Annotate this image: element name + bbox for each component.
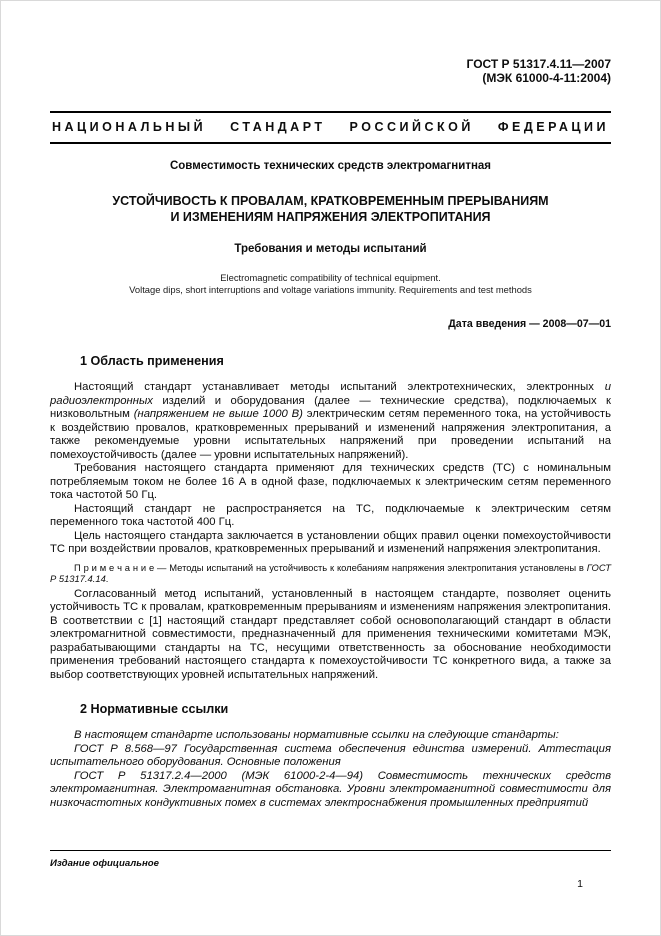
section-1-paragraph-4: Цель настоящего стандарта заключается в установлении общих правил оценки помехоустойчивости ТС при воздействии провалов, кратковременных прерываний и изменений напряжения электропитания.: [50, 529, 611, 555]
english-title: [50, 272, 611, 295]
reference-item-1: ГОСТ Р 8.568—97 Государственная система обеспечения единства измерений. Аттестация испытательного оборудования. Основные положения: [50, 742, 611, 769]
section-2-intro: В настоящем стандарте использованы нормативные ссылки на следующие стандарты:: [74, 729, 559, 742]
doc-number-block: [50, 57, 611, 85]
english-title-line-1: Electromagnetic compatibility of technical equipment.: [220, 272, 441, 283]
section-1-paragraph-3: Настоящий стандарт не распространяется на ТС, подключаемые к электрическим сетям переменного тока частотой 400 Гц.: [50, 502, 611, 528]
effective-date: Дата введения — 2008—07—01: [448, 318, 611, 330]
section-2-heading: 2 Нормативные ссылки: [80, 702, 229, 717]
main-title: [50, 194, 611, 225]
national-standard-banner: НАЦИОНАЛЬНЫЙ СТАНДАРТ РОССИЙСКОЙ ФЕДЕРАЦИИ: [52, 120, 609, 134]
title-subtitle: Требования и методы испытаний: [234, 243, 427, 255]
doc-number-line-2: (МЭК 61000-4-11:2004): [482, 71, 611, 85]
main-title-line-1: УСТОЙЧИВОСТЬ К ПРОВАЛАМ, КРАТКОВРЕМЕННЫМ ПРЕРЫВАНИЯМ: [112, 194, 549, 208]
page-number: 1: [577, 878, 583, 890]
section-1-heading: 1 Область применения: [80, 354, 224, 368]
page-footer: [50, 850, 611, 890]
reference-item-2: ГОСТ Р 51317.2.4—2000 (МЭК 61000-2-4—94) Совместимость технических средств электромагнитная. Электромагнитная обстановка. Уровни электромагнитной совместимости для низкочастотных кондуктивных помех в системах электроснабжения промышленных предприятий: [50, 769, 612, 809]
main-title-line-2: И ИЗМЕНЕНИЯМ НАПРЯЖЕНИЯ ЭЛЕКТРОПИТАНИЯ: [170, 209, 491, 224]
footer-rule: [50, 850, 611, 851]
section-1-paragraph-2: Требования настоящего стандарта применяют для технических средств (ТС) с номинальным потребляемым током не более 16 А в одной фазе, подключаемых к электрическим сетям переменного тока частотой 50 Гц.: [50, 462, 611, 501]
header-rule-bottom: [50, 142, 611, 144]
title-subject: Совместимость технических средств электромагнитная: [169, 160, 492, 172]
doc-number-line-1: ГОСТ Р 51317.4.11—2007: [466, 57, 611, 71]
english-title-line-2: Voltage dips, short interruptions and voltage variations immunity. Requirements and test methods: [129, 283, 532, 295]
section-1-paragraph-5: Согласованный метод испытаний, установленный в настоящем стандарте, позволяет оценить устойчивость ТС к провалам, кратковременным прерываниям и изменениям напряжения электропитания. В соответствии с [1] настоящий стандарт представляет собой основополагающий стандарт в области электромагнитной совместимости, предназначенный для применения техническими комитетами МЭК, разрабатывающими стандарты на ТС, несущими ответственность за обоснование необходимости применения требований настоящего стандарта к помехоустойчивости ТС конкретного вида, а также за выбор соответствующих уровней испытательных напряжений.: [50, 587, 611, 681]
section-1-note: П р и м е ч а н и е — Методы испытаний на устойчивость к колебаниям напряжения электропитания установлены в ГОСТ Р 51317.4.14.: [50, 561, 611, 584]
section-1-paragraph-1: Настоящий стандарт устанавливает методы испытаний электротехнических, электронных и радиоэлектронных изделий и оборудования (далее — технические средства), подключаемых к низковольтным (напряжением не выше 1000 В) электрическим сетям переменного тока, на устойчивость к воздействию провалов, кратковременных прерываний и изменений напряжения электропитания, а также рекомендуемые уровни испытательных напряжений при проведении испытаний на помехоустойчивость (далее — уровни испытательных напряжений).: [50, 381, 611, 461]
official-edition-label: Издание официальное: [50, 858, 159, 869]
